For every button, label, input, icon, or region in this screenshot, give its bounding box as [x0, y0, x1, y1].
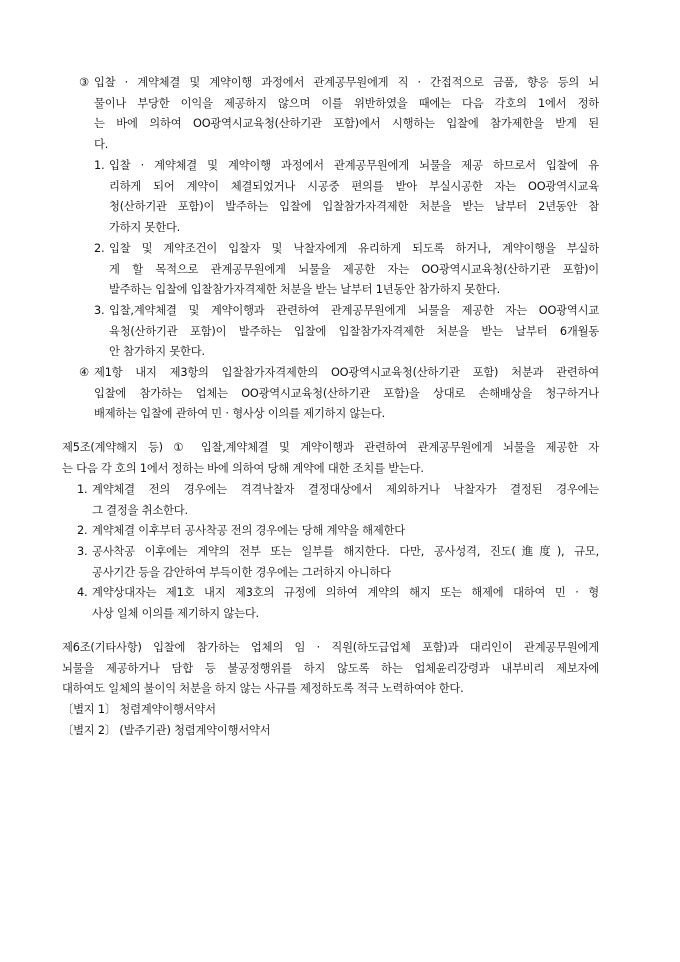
- text-line: 입찰에 참가하는 업체는 OO광역시교육청(산하기관 포함)을 상대로 손해배상을 청구하거나: [94, 386, 599, 400]
- item-number: 4.: [77, 586, 88, 599]
- text-line: 계약체결 이후부터 공사착공 전의 경우에는 당해 계약을 해제한다: [92, 524, 405, 537]
- text-line: 뇌물을 제공하거나 담합 등 불공정행위를 하지 않도록 하는 업체윤리강령과 내부비리 제보자에: [62, 661, 599, 675]
- annex-1-link: 〔별지 1〕 청렴계약이행서약서: [62, 703, 216, 716]
- text-line: 입찰 및 계약조건이 입찰자 및 낙찰자에게 유리하게 되도록 하거나, 계약이행을 부실하: [109, 242, 599, 255]
- article-6: [62, 638, 599, 700]
- text-line: 물이나 부당한 이익을 제공하지 않으며 이를 위반하였을 때에는 다음 각호의 1에서 정하: [94, 96, 599, 110]
- text-line: 제1항 내지 제3항의 입찰참가자격제한의 OO광역시교육청(산하기관 포함) 처분과 관련하여: [94, 366, 599, 379]
- text-line: 가하지 못한다.: [109, 221, 181, 235]
- text-line: 청(산하기관 포함)이 발주하는 입찰에 입찰참가자격제한 처분을 받는 날부터 2년동안 참: [109, 200, 599, 214]
- annex-list: [62, 700, 599, 741]
- text-line: 발주하는 입찰에 입찰참가자격제한 처분을 받는 날부터 1년동안 참가하지 못한다.: [109, 283, 501, 297]
- item-number: 3.: [77, 545, 88, 558]
- item-number: 3.: [94, 304, 105, 317]
- text-line: 다.: [94, 138, 109, 152]
- text-line: 대하여도 일체의 불이익 처분을 하지 않는 사규를 제정하도록 적극 노력하여야 한다.: [62, 682, 464, 696]
- item-number: 2.: [94, 242, 105, 255]
- text-line: 게 할 목적으로 관계공무원에게 뇌물을 제공한 자는 OO광역시교육청(산하기관 포함)이: [109, 262, 599, 276]
- article-5: [62, 438, 599, 479]
- clause-marker: ③: [79, 76, 89, 89]
- item-number: 2.: [77, 524, 88, 537]
- text-line: 안 참가하지 못한다.: [109, 345, 205, 359]
- text-line: 는 다음 각 호의 1에서 정하는 바에 의하여 당해 계약에 대한 조치를 받는다.: [62, 461, 424, 475]
- text-line: 배제하는 입찰에 관하여 민 · 형사상 이의를 제기하지 않는다.: [94, 407, 386, 421]
- text-line: 리하게 되어 계약이 체결되었거나 시공중 편의를 받아 부실시공한 자는 OO광역시교육: [109, 179, 599, 193]
- text-line: 계약상대자는 제1호 내지 제3호의 규정에 의하여 계약의 해지 또는 해제에 대하여 민 · 형: [92, 586, 599, 599]
- item-number: 1.: [77, 483, 88, 496]
- article-heading-line: 제5조(계약해지 등) ① 입찰,계약체결 및 계약이행과 관련하여 관계공무원에게 뇌물을 제공한 자: [62, 441, 599, 454]
- text-line: 육청(산하기관 포함)이 발주하는 입찰에 입찰참가자격제한 처분을 받는 날부터 6개월동: [109, 324, 599, 338]
- annex-2-link: 〔별지 2〕 (발주기관) 청렴계약이행서약서: [62, 723, 271, 737]
- text-line: 입찰,계약체결 및 계약이행과 관련하여 관계공무원에게 뇌물을 제공한 자는 OO광역시교: [109, 304, 599, 317]
- text-line: 공사착공 이후에는 계약의 전부 또는 일부를 해지한다. 다만, 공사성격, 진도(進度), 규모,: [92, 545, 599, 558]
- item-number: 1.: [94, 159, 105, 172]
- text-line: 입찰 · 계약체결 및 계약이행 과정에서 관계공무원에게 뇌물을 제공 하므로서 입찰에 유: [109, 159, 599, 172]
- text-line: 사상 일체 이의를 제기하지 않는다.: [92, 606, 259, 620]
- clause-marker: ④: [79, 366, 89, 379]
- text-line: 는 바에 의하여 OO광역시교육청(산하기관 포함)에서 시행하는 입찰에 참가제한을 받게 된: [94, 117, 599, 131]
- text-line: 입찰 · 계약체결 및 계약이행 과정에서 관계공무원에게 직 · 간접적으로 금품, 향응 등의 뇌: [94, 76, 599, 89]
- text-line: 그 결정을 취소한다.: [92, 503, 188, 517]
- text-line: 공사기간 등을 감안하여 부득이한 경우에는 그러하지 아니하다: [92, 565, 391, 579]
- article-heading-line: 제6조(기타사항) 입찰에 참가하는 업체의 임 · 직원(하도급업체 포함)과 대리인이 관계공무원에게: [62, 641, 599, 654]
- text-line: 계약체결 전의 경우에는 격격낙찰자 결정대상에서 제외하거나 낙찰자가 결정된 경우에는: [92, 483, 599, 496]
